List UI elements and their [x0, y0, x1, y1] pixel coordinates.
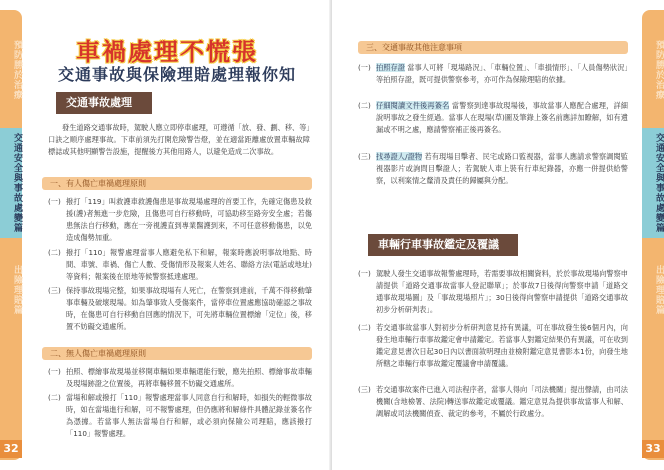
side-tab-claims[interactable]: 出險理賠篇 — [654, 265, 664, 315]
item-number: (三) — [358, 152, 371, 161]
item-number: (二) — [358, 101, 371, 110]
subheading-other-notes: 三、交通事故其他注意事項 — [358, 41, 628, 54]
highlight-keyword: 拍照存證 — [376, 63, 405, 72]
list-item — [358, 322, 628, 370]
list-item — [358, 384, 628, 420]
item-number: (三) — [48, 286, 61, 295]
side-tab-prevention[interactable]: 預防勝於治療 — [12, 40, 22, 100]
item-text: 撥打「110」報警處理當事人應避免私下和解，報案時應說明事故地點、時間、車號、車禍、傷亡人數、受傷情形及報案人姓名、聯絡方法(電話或地址)等資料；報案後在原地等候警察抵達處理。 — [66, 248, 312, 281]
list-item — [358, 100, 628, 136]
subheading-casualty-principles: 一、有人傷亡車禍處理原則 — [42, 177, 312, 190]
list-item — [358, 151, 628, 187]
item-text: 當警察到達事故現場後，事故當事人應配合處理，詳細說明事故之發生經過。當事人在現場(草)圖及筆錄上簽名前應詳加瞭解，如有遺漏或不明之處，應請警察補正後再簽名。 — [376, 101, 628, 134]
side-tab-claims[interactable]: 出險理賠篇 — [12, 265, 22, 315]
item-text: 拍照、標繪事故現場並移開車輛如果車輛還能行駛，應先拍照、標繪事故車輛及現場跡證之位置後，再將車輛移置不妨礙交通處所。 — [66, 367, 312, 388]
page-title: 車禍處理不慌張 — [76, 38, 258, 66]
highlight-keyword: 仔細閱讀文件後再簽名 — [376, 101, 450, 110]
list-item — [48, 392, 312, 440]
list-item — [48, 285, 312, 333]
page-number: 32 — [0, 440, 22, 458]
right-page — [332, 0, 664, 470]
side-tab-prevention[interactable]: 預防勝於治療 — [654, 40, 664, 100]
list-item — [358, 268, 628, 316]
list-item — [48, 366, 312, 390]
item-number: (一) — [358, 63, 371, 72]
item-text: 當事人可將「現場路況」、「車輛位置」、「車損情形」、「人員傷勢狀況」等拍照存證，既可提供警察參考，亦可作為保險理賠的依據。 — [376, 63, 628, 84]
item-number: (一) — [358, 269, 371, 278]
subheading-no-casualty-principles: 二、無人傷亡車禍處理原則 — [42, 347, 312, 360]
list-item — [48, 196, 312, 244]
side-tab-traffic-safety[interactable]: 交通安全與事故處變篇 — [0, 128, 22, 238]
item-number: (一) — [48, 197, 61, 206]
page-subtitle: 交通事故與保險理賠處理報你知 — [58, 65, 297, 84]
item-text: 若交通事故當事人對初步分析研判意見持有異議，可在事故發生後6個月內，向發生地車輛行車事故鑑定會申請鑑定。若當事人對鑑定結果仍有異議，可在收到鑑定意見書次日起30日內以書面敘明理由並檢附鑑定意見書影本1份，向發生地所轄之車輛行車事故鑑定覆議會申請覆議。 — [376, 323, 628, 368]
item-text: 若交通事故案件已進入司法程序者，當事人得向「司法機關」提出聲請，由司法機關(含地檢署、法院)轉送事故鑑定或覆議。鑑定意見為提供事故當事人和解、調解或司法機關偵查、裁定的參考，不屬於行政處分。 — [376, 385, 628, 418]
section-heading-accident-appraisal: 車輛行車事故鑑定及覆議 — [368, 234, 518, 256]
highlight-keyword: 找尋證人/證物 — [376, 152, 423, 161]
list-item — [48, 247, 312, 283]
item-number: (二) — [48, 248, 61, 257]
side-tab-traffic-safety[interactable]: 交通安全與事故處變篇 — [642, 128, 664, 238]
item-text: 撥打「119」叫救護車救護傷患是事故現場處理的首要工作，先確定傷患及救援(護)者無進一步危險，且傷患可自行移動時，可協助移至路旁安全處；若傷患無法自行移動，應在一旁視護直到專業醫護到來，不可任意移動傷患，以免造成傷勢加重。 — [66, 197, 312, 242]
intro-paragraph: 發生道路交通事故時，駕駛人應立即停車處理，可遵循「放、發、劃、移、等」口訣之順序處理事故。下車前須先打開危險警告燈，並在適當距離處放置車輛故障標誌或其他明顯警告設施，提醒後方其他用路人，以避免造成二次事故。 — [48, 123, 310, 156]
item-number: (三) — [358, 385, 371, 394]
page-number: 33 — [642, 440, 664, 458]
item-text: 當場和解或撥打「110」報警處理當事人同意自行和解時，如損失的輕微事故時，如在當場進行和解，可不報警處理，但仍應將和解條件具體記錄並簽名作為憑據。若當事人無法當場自行和解，或必須向保險公司理賠，應該撥打「110」報警處理。 — [66, 393, 312, 438]
item-number: (一) — [48, 367, 61, 376]
item-text: 若有現場目擊者、民宅或路口監視器，當事人應請求警察調閱監視器影片或詢問目擊證人；若駕駛人車上裝有行車紀錄器，亦應一併提供給警察，以利案情之釐清及責任的歸屬與分配。 — [376, 152, 628, 185]
section-heading-accident-handling: 交通事故處理 — [56, 92, 152, 114]
item-text: 駕駛人發生交通事故報警處理時，若需要事故相關資料，於於事故現場向警察申請提供「道路交通事故當事人登記聯單」；於事故7日後得向警察申請「道路交通事故現場圖」及「事故現場照片」；30日後得向警察申請提供「道路交通事故初步分析研判表」。 — [376, 269, 628, 314]
list-item — [358, 62, 628, 86]
item-number: (二) — [358, 323, 371, 332]
item-number: (二) — [48, 393, 61, 402]
item-text: 保持事故現場完整，如果事故現場有人死亡，在警察到達前，千萬不得移動肇事車輛及破壞現場。如為肇事致人受傷案件，當停車位置處應協助確認之事故時，在傷患可自行移動自回應的情況下，可先將車輛位置標繪「定位」後，移置不妨礙交通處所。 — [66, 286, 312, 331]
